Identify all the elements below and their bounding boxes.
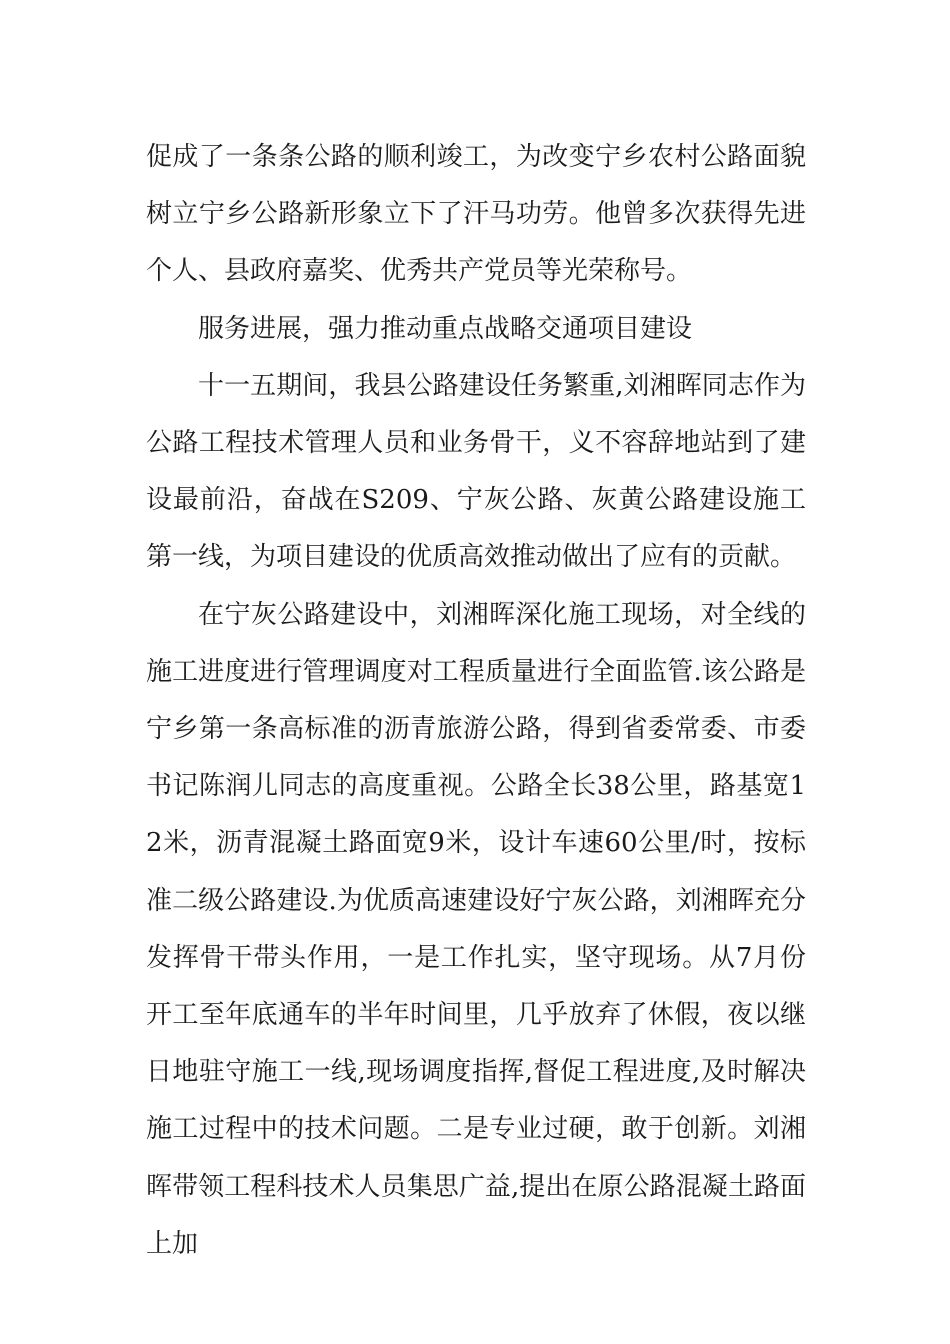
document-body (146, 129, 806, 1273)
paragraph-ninghui-road: 在宁灰公路建设中，刘湘晖深化施工现场，对全线的施工进度进行管理调度对工程质量进行全面监管.该公路是宁乡第一条高标准的沥青旅游公路，得到省委常委、市委书记陈润儿同志的高度重视。公路全长38公里，路基宽12米，沥青混凝土路面宽9米，设计车速60公里/时，按标准二级公路建设.为优质高速建设好宁灰公路，刘湘晖充分发挥骨干带头作用，一是工作扎实，坚守现场。从7月份开工至年底通车的半年时间里，几乎放弃了休假，夜以继日地驻守施工一线,现场调度指挥,督促工程进度,及时解决施工过程中的技术问题。二是专业过硬，敢于创新。刘湘晖带领工程科技术人员集思广益,提出在原公路混凝土路面上加 (146, 599, 806, 1259)
section-heading: 服务进展，强力推动重点战略交通项目建设 (198, 313, 693, 344)
paragraph-continuation: 促成了一条条公路的顺利竣工，为改变宁乡农村公路面貌树立宁乡公路新形象立下了汗马功劳。他曾多次获得先进个人、县政府嘉奖、优秀共产党员等光荣称号。 (146, 142, 806, 287)
paragraph-project-overview: 十一五期间，我县公路建设任务繁重,刘湘晖同志作为公路工程技术管理人员和业务骨干，义不容辞地站到了建设最前沿，奋战在S209、宁灰公路、灰黄公路建设施工第一线，为项目建设的优质高效推动做出了应有的贡献。 (146, 370, 806, 573)
